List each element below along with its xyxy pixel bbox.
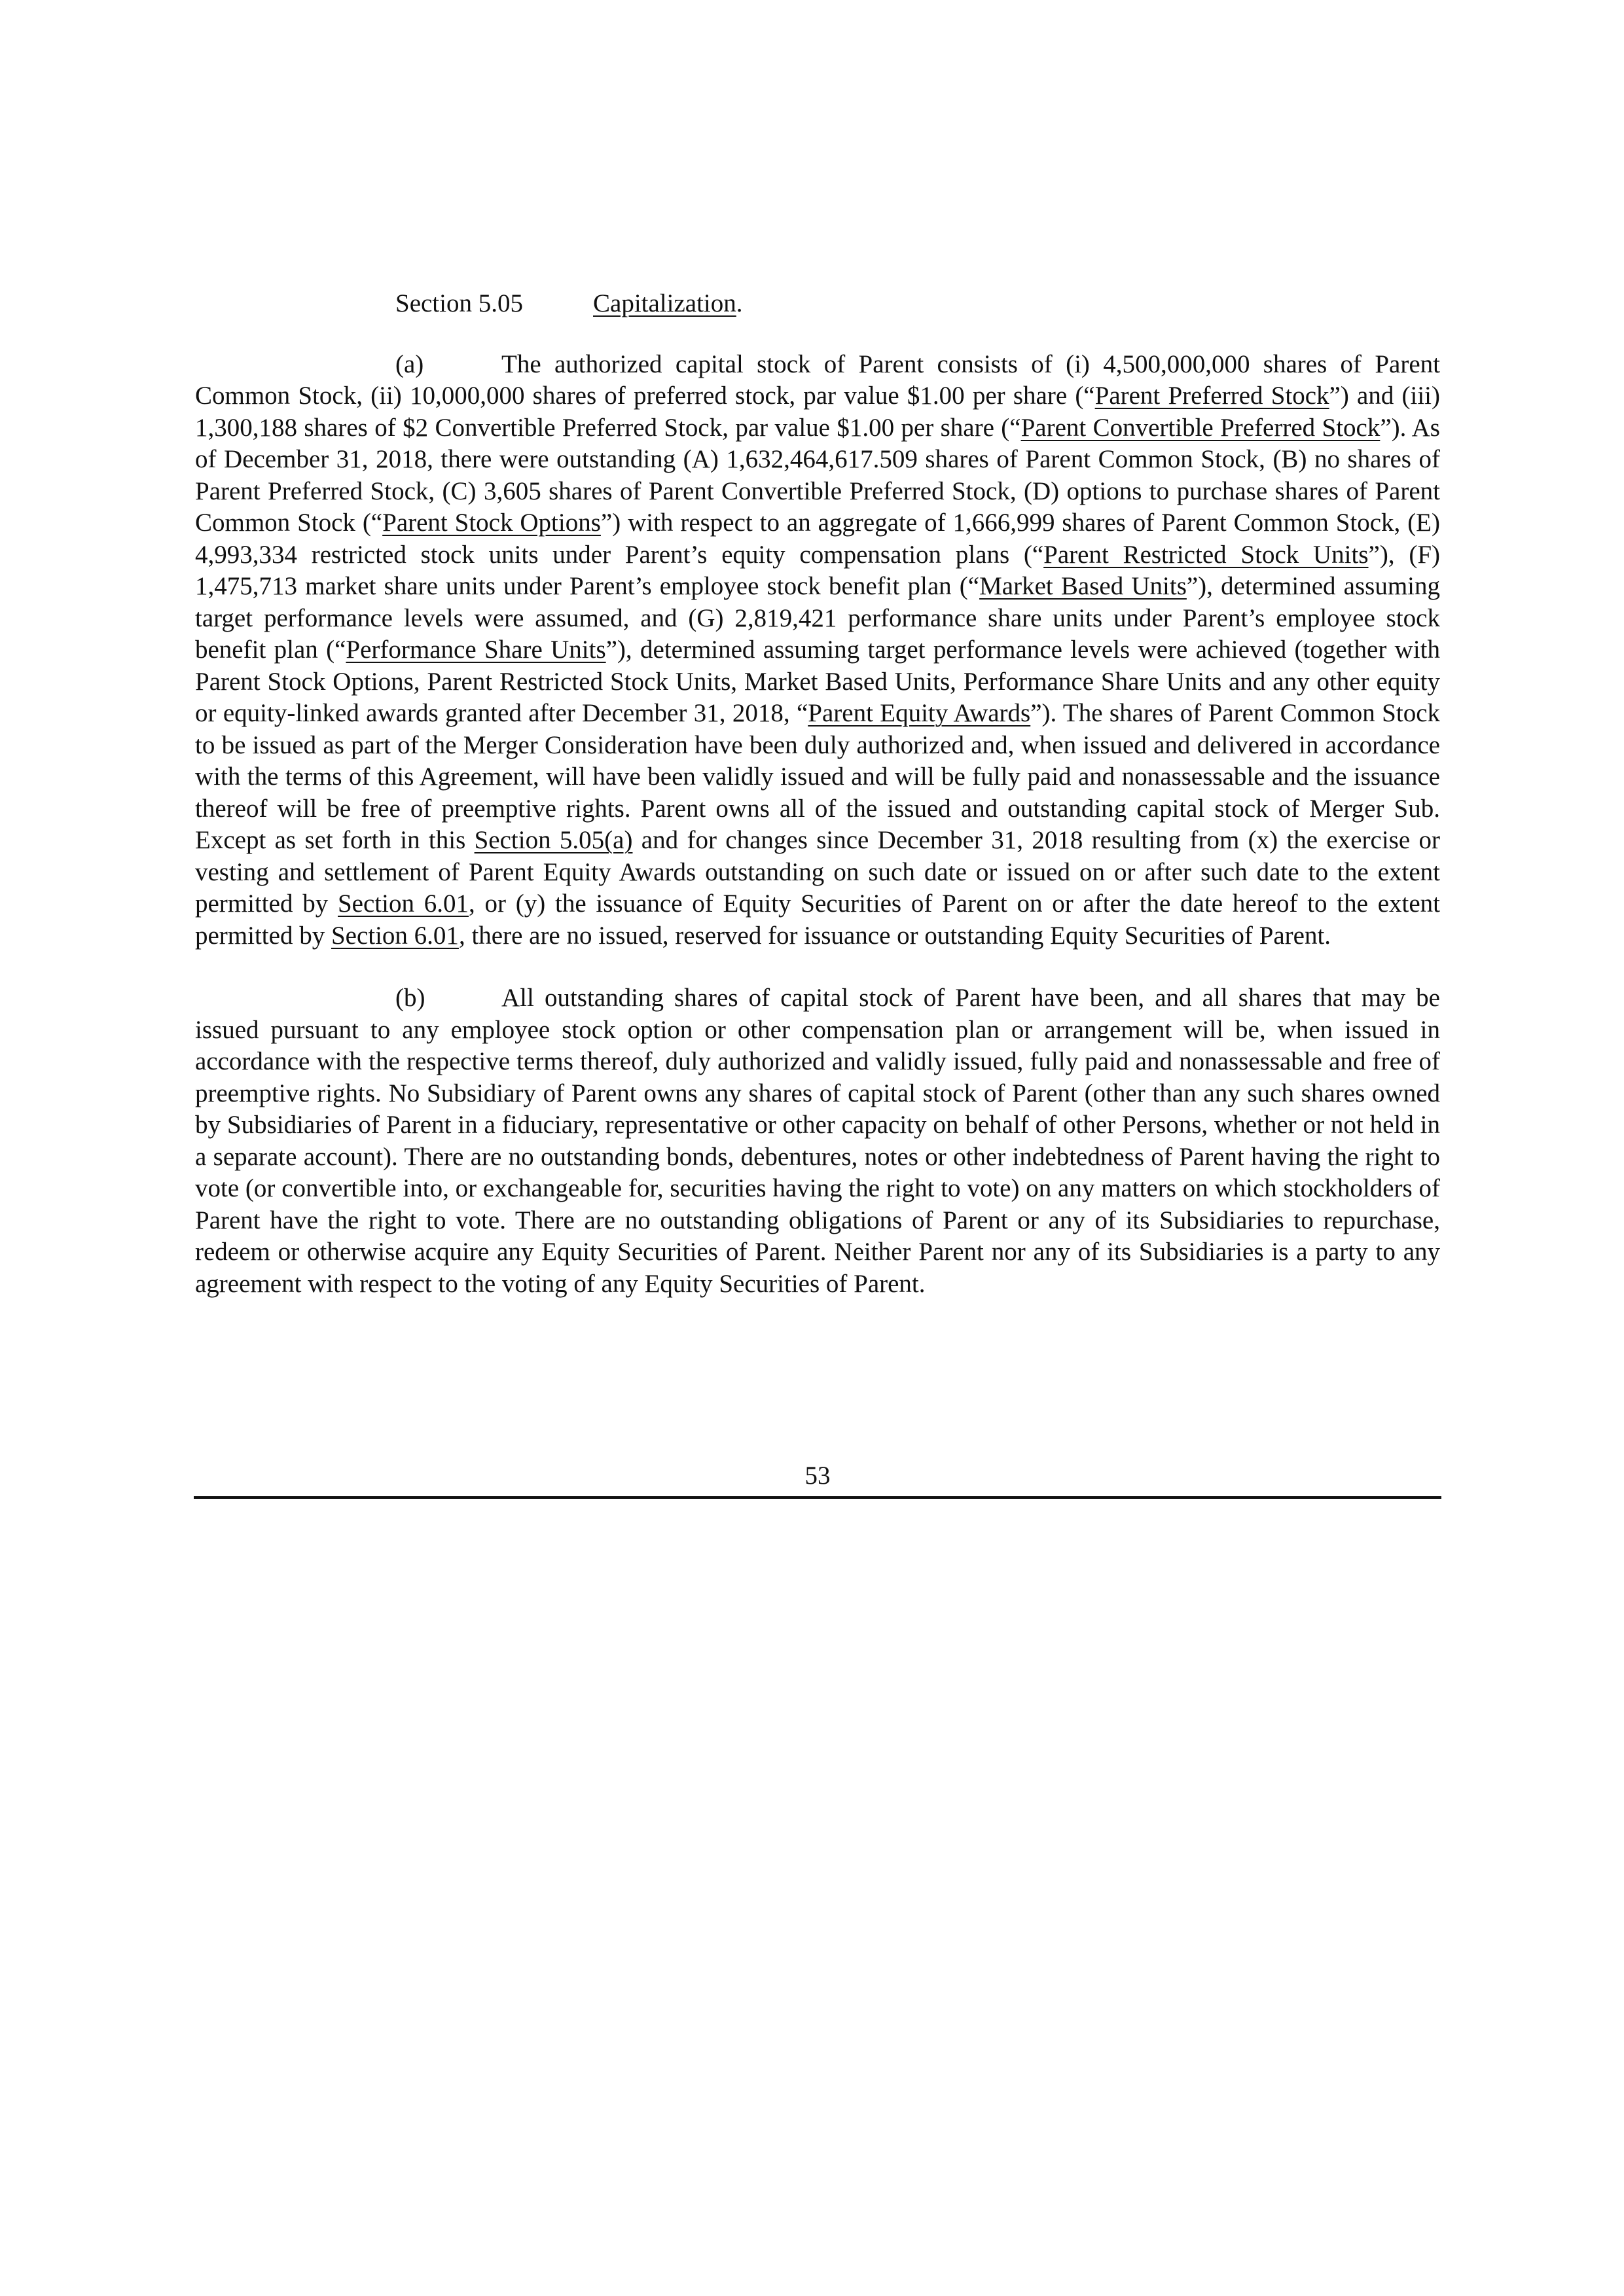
defined-term-parent-equity-awards: Parent Equity Awards	[808, 699, 1031, 727]
paragraph-a-text-5: ”), (F) 1,475,713 market share units under Parent’s employee stock benefit plan (“	[195, 540, 1440, 600]
paragraph-b	[195, 982, 1440, 1300]
defined-term-market-based-units: Market Based Units	[979, 572, 1187, 600]
paragraph-a	[195, 349, 1440, 952]
section-number: Section 5.05	[395, 289, 523, 317]
paragraph-a-label: (a)	[395, 350, 424, 378]
section-title: Capitalization	[593, 289, 736, 317]
cross-reference-section-5-05a: Section 5.05(a)	[474, 826, 633, 854]
cross-reference-section-6-01: Section 6.01	[337, 889, 469, 918]
defined-term-parent-stock-options: Parent Stock Options	[382, 509, 601, 537]
paragraph-a-text-6: ”), determined assuming target performance levels were assumed, and (G) 2,819,421 performance share units under Parent’s employee stock benefit plan (“	[195, 572, 1441, 664]
paragraph-b-text: All outstanding shares of capital stock of Parent have been, and all shares that may be issued pursuant to any employee stock option or other compensation plan or arrangement will be, when issued in accordance with the respective terms thereof, duly authorized and validly issued, fully paid and nonassessable and free of preemptive rights. No Subsidiary of Parent owns any shares of capital stock of Parent (other than any such shares owned by Subsidiaries of Parent in a fiduciary, representative or other capacity on behalf of other Persons, whether or not held in a separate account). There are no outstanding bonds, debentures, notes or other indebtedness of Parent having the right to vote (or convertible into, or exchangeable for, securities having the right to vote) on any matters on which stockholders of Parent have the right to vote. There are no outstanding obligations of Parent or any of its Subsidiaries to repurchase, redeem or otherwise acquire any Equity Securities of Parent. Neither Parent nor any of its Subsidiaries is a party to any agreement with respect to the voting of any Equity Securities of Parent.	[195, 984, 1440, 1298]
defined-term-performance-share-units: Performance Share Units	[346, 636, 606, 664]
paragraph-a-text-2: ”) and (iii) 1,300,188 shares of $2 Convertible Preferred Stock, par value $1.00 per share (“	[195, 382, 1441, 442]
paragraph-a-text-9: and for changes since December 31, 2018 resulting from (x) the exercise or vesting and settlement of Parent Equity Awards outstanding on such date or issued on or after such date to the extent permitted by	[195, 826, 1440, 918]
paragraph-a-text-3: ”). As of December 31, 2018, there were outstanding (A) 1,632,464,617.509 shares of Parent Common Stock, (B) no shares of Parent Preferred Stock, (C) 3,605 shares of Parent Convertible Preferred Stock, (D) options to purchase shares of Parent Common Stock (“	[195, 413, 1440, 537]
section-title-suffix: .	[736, 289, 743, 317]
defined-term-parent-convertible-preferred-stock: Parent Convertible Preferred Stock	[1020, 413, 1380, 442]
defined-term-parent-preferred-stock: Parent Preferred Stock	[1094, 382, 1329, 410]
paragraph-a-text-10: , or (y) the issuance of Equity Securities of Parent on or after the date hereof to the extent permitted by	[195, 889, 1440, 950]
paragraph-b-label: (b)	[395, 984, 425, 1012]
document-page	[195, 288, 1440, 1331]
paragraph-a-text-11: , there are no issued, reserved for issuance or outstanding Equity Securities of Parent.	[458, 921, 1331, 950]
footer-rule	[194, 1496, 1441, 1499]
section-heading	[195, 288, 1440, 320]
paragraph-a-text-1: The authorized capital stock of Parent consists of (i) 4,500,000,000 shares of Parent Common Stock, (ii) 10,000,000 shares of preferred stock, par value $1.00 per share (“	[195, 350, 1440, 410]
paragraph-a-text-8: ”). The shares of Parent Common Stock to be issued as part of the Merger Consideration have been duly authorized and, when issued and delivered in accordance with the terms of this Agreement, will have been validly issued and will be fully paid and nonassessable and the issuance thereof will be free of preemptive rights. Parent owns all of the issued and outstanding capital stock of Merger Sub. Except as set forth in this	[195, 699, 1441, 854]
paragraph-a-text-7: ”), determined assuming target performance levels were achieved (together with Parent Stock Options, Parent Restricted Stock Units, Market Based Units, Performance Share Units and any other equity or equity-linked awards granted after December 31, 2018, “	[195, 636, 1440, 727]
paragraph-a-text-4: ”) with respect to an aggregate of 1,666,999 shares of Parent Common Stock, (E) 4,993,334 restricted stock units under Parent’s equity compensation plans (“	[195, 509, 1440, 569]
cross-reference-section-6-01-second: Section 6.01	[331, 921, 459, 950]
page-number: 53	[804, 1462, 831, 1490]
defined-term-parent-restricted-stock-units: Parent Restricted Stock Units	[1043, 540, 1369, 569]
